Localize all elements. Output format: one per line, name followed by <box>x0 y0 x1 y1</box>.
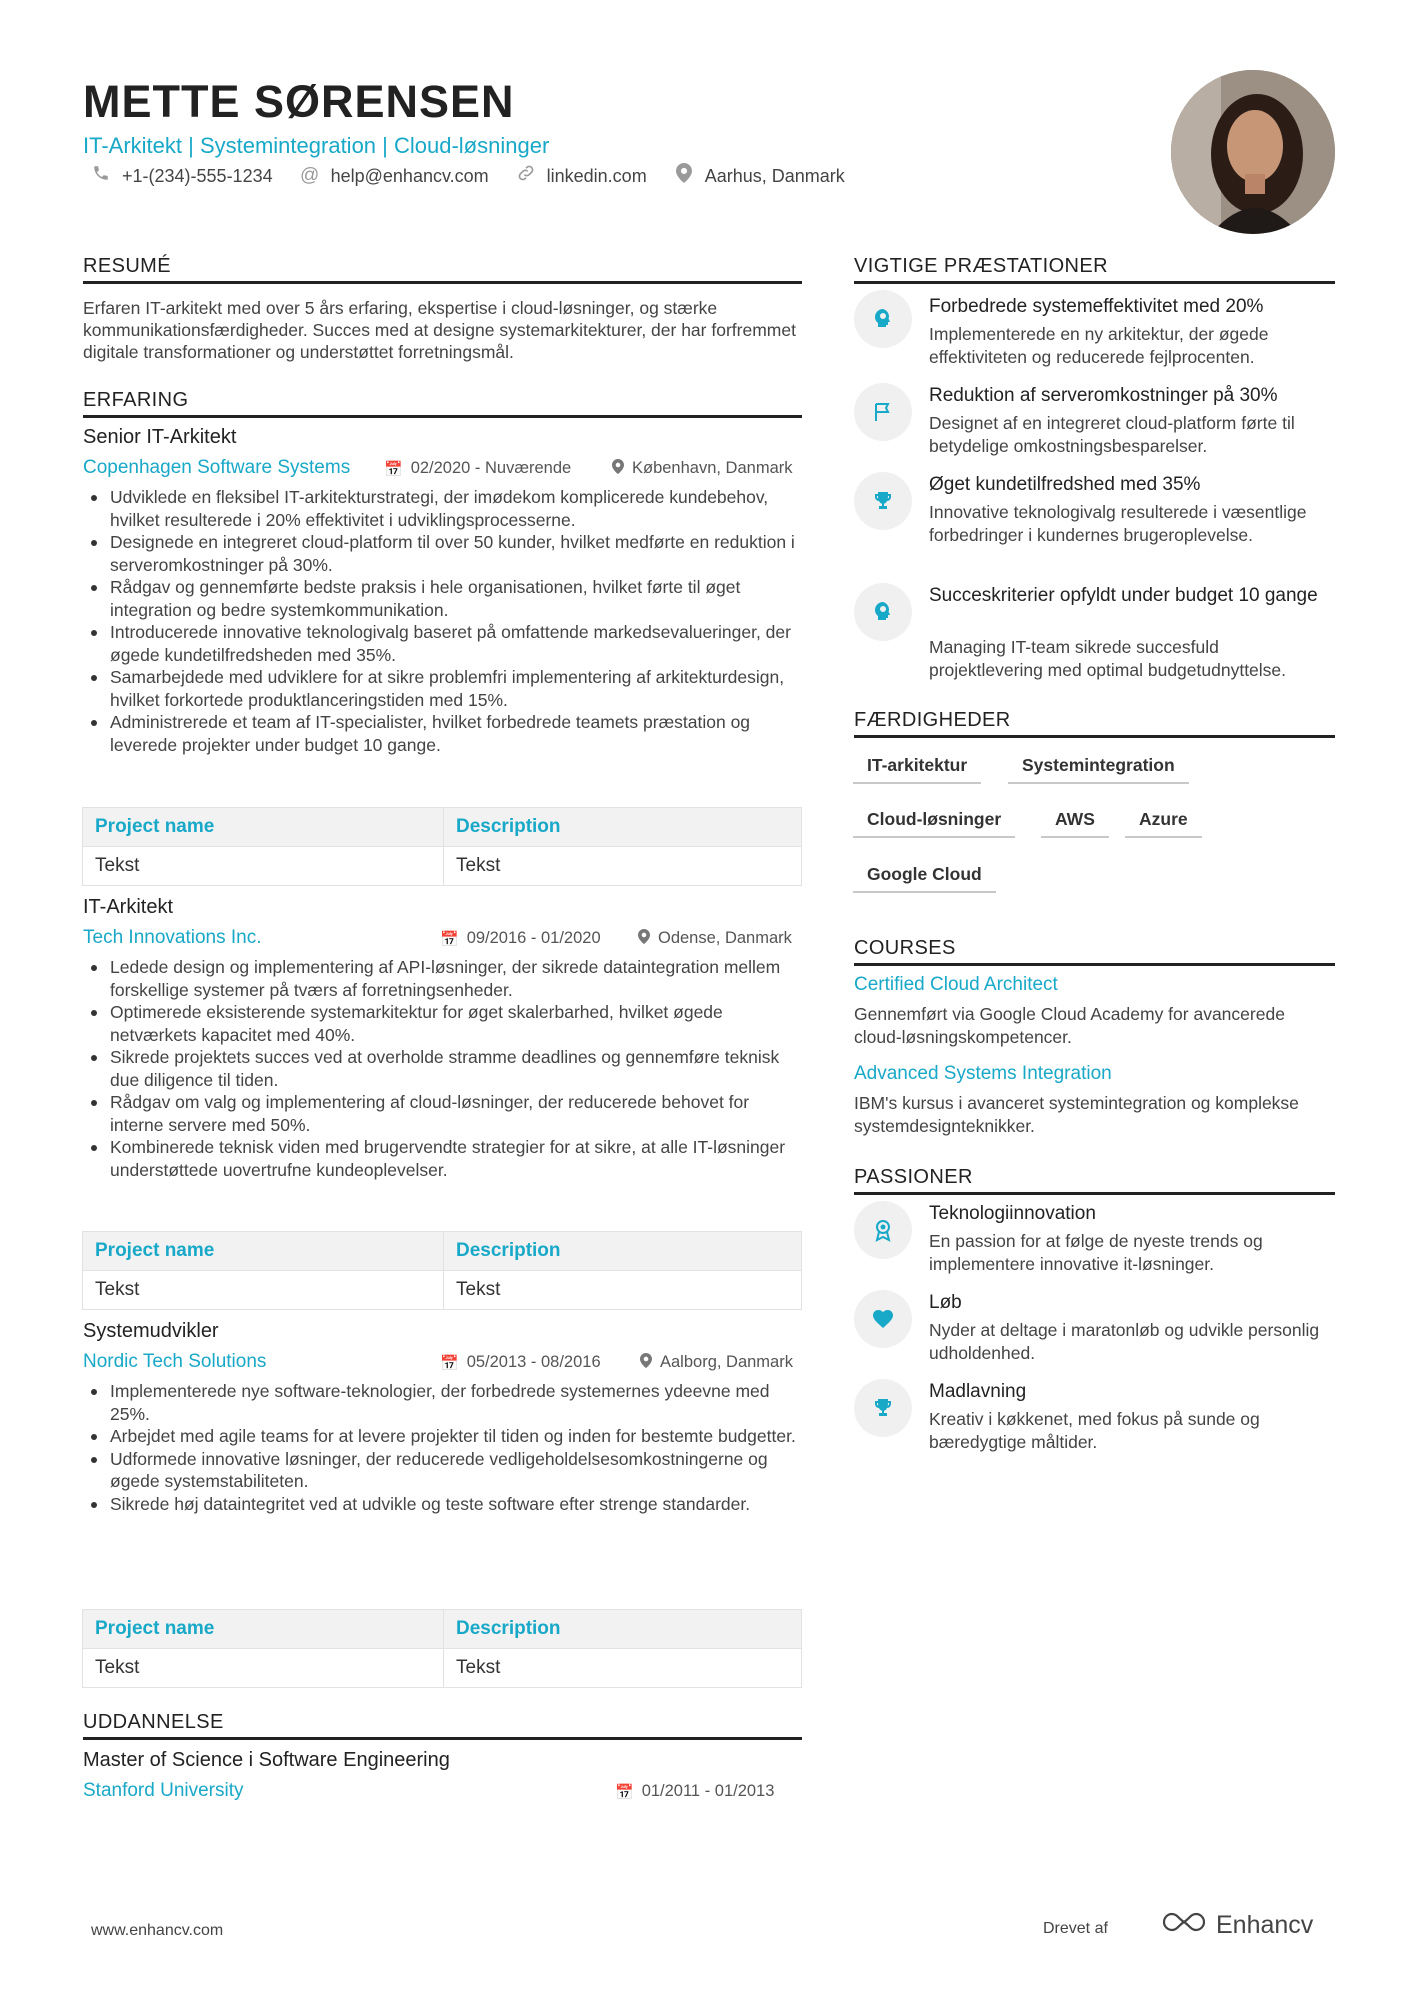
location-pin-icon <box>612 459 624 478</box>
lightbulb-head-icon <box>854 290 912 348</box>
location-text: Aarhus, Danmark <box>704 165 845 186</box>
project-table <box>82 1609 802 1688</box>
achievement-title: Forbedrede systemeffektivitet med 20% <box>929 296 1264 317</box>
bullet-item: Implementerede nye software-teknologier, der forbedrede systemernes ydeevne med 25%. <box>83 1380 803 1425</box>
project-name-header: Project name <box>83 1610 444 1649</box>
job-role: Senior IT-Arkitekt <box>83 426 237 448</box>
contact-bar <box>90 163 845 189</box>
heart-icon <box>854 1290 912 1348</box>
bullet-item: Optimerede eksisterende systemarkitektur for øget skalerbarhed, hvilket øgede netværkets kapacitet med 40%. <box>83 1001 803 1046</box>
skill-tag: Google Cloud <box>853 864 996 893</box>
job-company: Copenhagen Software Systems <box>83 457 351 478</box>
passion-title: Løb <box>929 1292 962 1313</box>
course-title: Certified Cloud Architect <box>854 974 1058 995</box>
section-title-passions: PASSIONER <box>854 1166 1335 1195</box>
project-table <box>82 807 802 886</box>
project-name-cell: Tekst <box>83 1271 444 1310</box>
job-location-text: Aalborg, Danmark <box>660 1353 793 1371</box>
section-title-achievements: VIGTIGE PRÆSTATIONER <box>854 255 1335 284</box>
bullet-item: Rådgav og gennemførte bedste praksis i hele organisationen, hvilket førte til øget integration og bedre systemkommunikation. <box>83 576 803 621</box>
contact-location <box>673 163 845 189</box>
passion-title: Madlavning <box>929 1381 1027 1402</box>
phone-icon <box>90 164 112 188</box>
footer-powered-by: Drevet af <box>1043 1920 1108 1937</box>
calendar-icon: 📅 <box>384 460 403 478</box>
description-header: Description <box>444 808 802 847</box>
at-icon: @ <box>299 165 320 186</box>
contact-linkedin[interactable] <box>515 163 647 189</box>
job-location <box>612 459 793 478</box>
trophy-icon <box>854 1379 912 1437</box>
bullet-item: Sikrede projektets succes ved at overholde stramme deadlines og gennemføre teknisk due diligence til tiden. <box>83 1046 803 1091</box>
course-desc: Gennemført via Google Cloud Academy for avancerede cloud-løsningskompetencer. <box>854 1004 1285 1047</box>
achievement-desc: Innovative teknologivalg resulterede i væsentlige forbedringer i kundernes brugeroplevelse. <box>929 502 1307 545</box>
project-name-header: Project name <box>83 808 444 847</box>
flag-icon <box>854 383 912 441</box>
job-location <box>640 1353 793 1372</box>
location-pin-icon <box>640 1353 652 1372</box>
bullet-item: Udviklede en fleksibel IT-arkitekturstrategi, der imødekom komplicerede kundebehov, hvilket resulterede i 20% effektivitet i udviklingsprocesserne. <box>83 486 803 531</box>
description-cell: Tekst <box>444 847 802 886</box>
course-title: Advanced Systems Integration <box>854 1063 1112 1084</box>
passion-title: Teknologiinnovation <box>929 1203 1096 1224</box>
job-location-text: Odense, Danmark <box>658 929 792 947</box>
job-role: IT-Arkitekt <box>83 896 174 918</box>
project-table <box>82 1231 802 1310</box>
project-name-cell: Tekst <box>83 1649 444 1688</box>
calendar-icon: 📅 <box>615 1783 634 1801</box>
job-dates-text: 02/2020 - Nuværende <box>410 459 572 477</box>
linkedin-text[interactable]: linkedin.com <box>546 165 647 186</box>
skill-tag: IT-arkitektur <box>853 755 981 784</box>
contact-email[interactable] <box>299 165 489 187</box>
job-bullets <box>83 956 803 1181</box>
section-title-education: UDDANNELSE <box>83 1711 802 1740</box>
project-name-cell: Tekst <box>83 847 444 886</box>
lightbulb-head-icon <box>854 583 912 641</box>
profile-photo <box>1171 70 1335 234</box>
link-icon <box>515 163 537 189</box>
section-title-experience: ERFARING <box>83 389 802 418</box>
achievement-desc: Implementerede en ny arkitektur, der øgede effektiviteten og reducerede fejlprocenten. <box>929 324 1269 367</box>
bullet-item: Sikrede høj dataintegritet ved at udvikle og teste software efter strenge standarder. <box>83 1493 803 1516</box>
job-company: Tech Innovations Inc. <box>83 927 262 948</box>
skill-tag: AWS <box>1041 809 1109 838</box>
bullet-item: Samarbejdede med udviklere for at sikre problemfri implementering af arkitekturdesign, hvilket forkortede produktlanceringstiden med 15%. <box>83 666 803 711</box>
candidate-name: METTE SØRENSEN <box>83 76 515 127</box>
job-location <box>638 929 792 948</box>
resume-summary: Erfaren IT-arkitekt med over 5 års erfaring, ekspertise i cloud-løsninger, og stærke kommunikationsfærdigheder. Succes med at designe systemarkitekturer, der har forfremmet digitale transformationer og understøttet forretningsmål. <box>83 298 796 362</box>
bullet-item: Administrerede et team af IT-specialister, hvilket forbedrede teamets præstation og leverede projekter under budget 10 gange. <box>83 711 803 756</box>
passion-desc: Kreativ i køkkenet, med fokus på sunde og bæredygtige måltider. <box>929 1409 1260 1452</box>
award-icon <box>854 1201 912 1259</box>
job-role: Systemudvikler <box>83 1320 219 1342</box>
section-title-resume: RESUMÉ <box>83 255 802 284</box>
enhancv-logo[interactable] <box>1160 1910 1313 1941</box>
skill-tag: Cloud-løsninger <box>853 809 1015 838</box>
bullet-item: Ledede design og implementering af API-løsninger, der sikrede dataintegration mellem forskellige systemer på tværs af forretningsenheder. <box>83 956 803 1001</box>
job-company: Nordic Tech Solutions <box>83 1351 267 1372</box>
achievement-desc: Managing IT-team sikrede succesfuld projektlevering med optimal budgetudnyttelse. <box>929 637 1287 680</box>
brand-name: Enhancv <box>1216 1911 1314 1939</box>
school: Stanford University <box>83 1780 244 1801</box>
job-dates <box>440 1353 601 1372</box>
footer-website[interactable]: www.enhancv.com <box>91 1922 224 1939</box>
course-desc: IBM's kursus i avanceret systemintegration og komplekse systemdesignteknikker. <box>854 1093 1299 1136</box>
job-dates-text: 09/2016 - 01/2020 <box>466 929 601 947</box>
calendar-icon: 📅 <box>440 1354 459 1372</box>
bullet-item: Rådgav om valg og implementering af cloud-løsninger, der reducerede behovet for interne servere med 50%. <box>83 1091 803 1136</box>
degree: Master of Science i Software Engineering <box>83 1749 450 1771</box>
bullet-item: Introducerede innovative teknologivalg baseret på omfattende markedsevalueringer, der øgede kundetilfredsheden med 35%. <box>83 621 803 666</box>
bullet-item: Kombinerede teknisk viden med brugervendte strategier for at sikre, at alle IT-løsninger understøttede uovertrufne kundeoplevelser. <box>83 1136 803 1181</box>
description-header: Description <box>444 1610 802 1649</box>
achievement-title: Succeskriterier opfyldt under budget 10 gange <box>929 585 1318 606</box>
phone-text: +1-(234)-555-1234 <box>122 165 273 186</box>
description-cell: Tekst <box>444 1271 802 1310</box>
trophy-icon <box>854 472 912 530</box>
job-dates <box>440 929 601 948</box>
skill-tag: Systemintegration <box>1008 755 1189 784</box>
contact-phone <box>90 164 273 188</box>
bullet-item: Udformede innovative løsninger, der reducerede vedligeholdelsesomkostningerne og øgede systemstabiliteten. <box>83 1448 803 1493</box>
achievement-title: Reduktion af serveromkostninger på 30% <box>929 385 1278 406</box>
location-pin-icon <box>673 163 695 189</box>
email-text[interactable]: help@enhancv.com <box>330 165 489 186</box>
passion-desc: Nyder at deltage i maratonløb og udvikle personlig udholdenhed. <box>929 1320 1320 1363</box>
job-location-text: København, Danmark <box>632 459 793 477</box>
passion-desc: En passion for at følge de nyeste trends og implementere innovative it-løsninger. <box>929 1231 1263 1274</box>
description-header: Description <box>444 1232 802 1271</box>
description-cell: Tekst <box>444 1649 802 1688</box>
section-title-courses: COURSES <box>854 937 1335 966</box>
job-bullets <box>83 486 803 756</box>
bullet-item: Arbejdet med agile teams for at levere projekter til tiden og inden for bestemte budgetter. <box>83 1425 803 1448</box>
calendar-icon: 📅 <box>440 930 459 948</box>
job-dates-text: 05/2013 - 08/2016 <box>466 1353 601 1371</box>
education-dates-text: 01/2011 - 01/2013 <box>641 1782 775 1800</box>
achievement-title: Øget kundetilfredshed med 35% <box>929 474 1201 495</box>
headline: IT-Arkitekt | Systemintegration | Cloud-løsninger <box>83 133 550 158</box>
job-bullets <box>83 1380 803 1515</box>
section-title-skills: FÆRDIGHEDER <box>854 709 1335 738</box>
achievement-desc: Designet af en integreret cloud-platform førte til betydelige omkostningsbesparelser. <box>929 413 1295 456</box>
infinity-logo-icon <box>1160 1910 1208 1941</box>
skill-tag: Azure <box>1125 809 1202 838</box>
bullet-item: Designede en integreret cloud-platform til over 50 kunder, hvilket medførte en reduktion i serveromkostninger på 30%. <box>83 531 803 576</box>
education-dates <box>615 1782 774 1801</box>
project-name-header: Project name <box>83 1232 444 1271</box>
job-dates <box>384 459 571 478</box>
location-pin-icon <box>638 929 650 948</box>
